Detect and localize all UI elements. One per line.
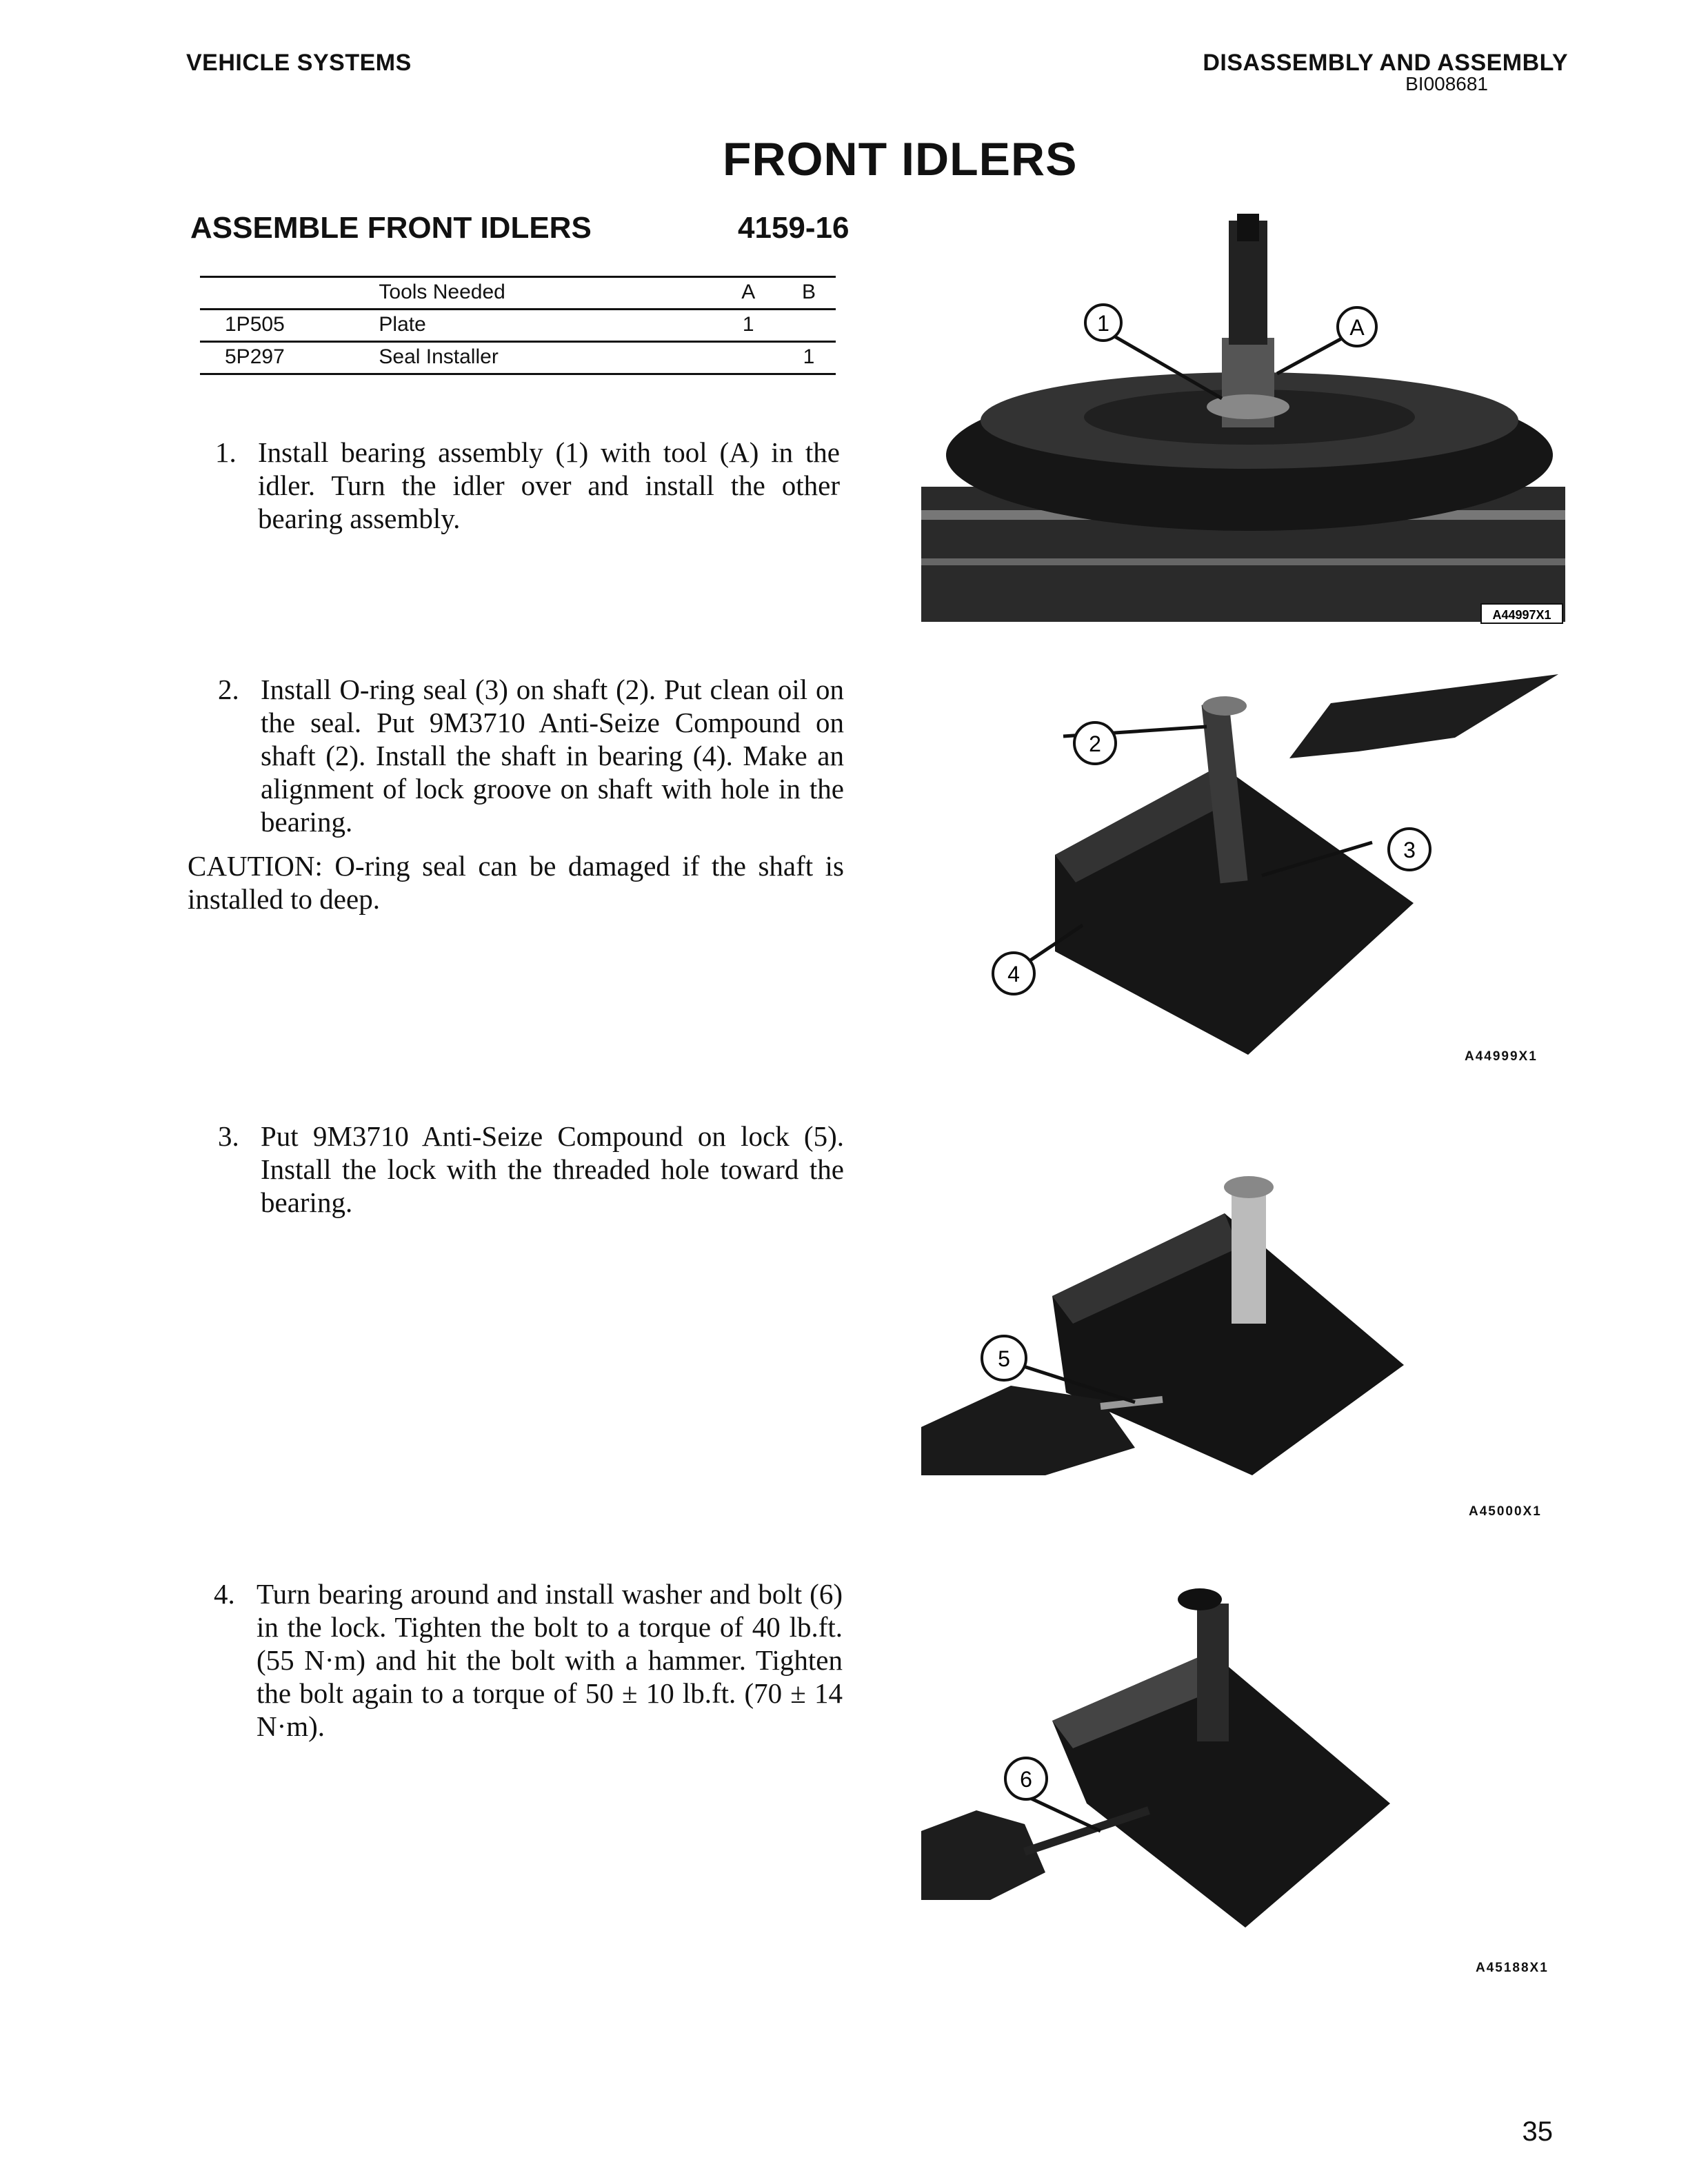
callout-A: [1338, 307, 1376, 346]
page-number: 35: [1522, 2116, 1553, 2147]
figure-code: A44999X1: [1465, 1049, 1538, 1064]
svg-text:5: 5: [998, 1346, 1010, 1371]
running-header-left: VEHICLE SYSTEMS: [186, 50, 412, 76]
figure-bolt-install: [921, 1583, 1556, 1941]
header-cell: [200, 277, 379, 310]
qty-b: 1: [803, 345, 815, 368]
caution-note: CAUTION: O-ring seal can be damaged if the shaft is installed to deep.: [188, 850, 844, 915]
tool-name: Plate: [379, 313, 426, 336]
document-code: BI008681: [1405, 73, 1488, 94]
tool-name: Seal Installer: [379, 345, 499, 368]
step-text: Turn bearing around and install washer and bolt (6) in the lock. Tighten the bolt to a torque of 40 lb.ft. (55 N·m) and hit the bolt with a hammer. Tighten the bolt again to a torque of 50 ± 10 lb.ft. (70 ± 14 N·m).: [257, 1578, 843, 1742]
section-heading: ASSEMBLE FRONT IDLERS: [190, 211, 592, 245]
step-text: Install bearing assembly (1) with tool (A) in the idler. Turn the idler over and install the other bearing assembly.: [258, 436, 840, 534]
header-cell: Tools Needed: [379, 281, 505, 303]
step-4: [214, 1577, 843, 1743]
figure-lock-install: [921, 1172, 1556, 1489]
figure-code: A45188X1: [1476, 1961, 1549, 1975]
svg-text:A: A: [1349, 315, 1365, 340]
step-text: Put 9M3710 Anti-Seize Compound on lock (5). Install the lock with the threaded hole toward the bearing.: [261, 1120, 844, 1218]
step-number: 2.: [218, 674, 239, 705]
section-code: 4159-16: [738, 211, 850, 245]
figure-code: A45000X1: [1469, 1504, 1542, 1519]
header-cell: A: [741, 281, 756, 303]
part-number: 1P505: [225, 313, 285, 336]
figure-shaft-install: [972, 662, 1565, 1075]
figure-code: A44997X1: [1492, 608, 1551, 622]
step-2: [218, 673, 844, 838]
step-number: 4.: [214, 1578, 235, 1610]
svg-text:3: 3: [1403, 838, 1416, 862]
callout-2: [1074, 722, 1116, 764]
step-1: [215, 436, 840, 535]
callout-4: [993, 953, 1034, 994]
table-row: [200, 342, 836, 374]
qty-a: [715, 342, 782, 374]
svg-text:4: 4: [1007, 962, 1020, 987]
step-text: Install O-ring seal (3) on shaft (2). Put clean oil on the seal. Put 9M3710 Anti-Seize Compound on shaft (2). Install the shaft in bearing (4). Make an alignment of lock groove on shaft with hole in the bearing.: [261, 674, 844, 838]
step-number: 3.: [218, 1120, 239, 1152]
running-header-right: DISASSEMBLY AND ASSEMBLY: [1203, 50, 1568, 76]
figure-idler-bearing-install: [921, 214, 1569, 627]
step-3: [218, 1120, 844, 1219]
callout-1: [1085, 305, 1121, 341]
table-row: [200, 310, 836, 342]
callout-5: [982, 1336, 1026, 1380]
svg-text:6: 6: [1020, 1767, 1032, 1792]
callout-6: [1005, 1758, 1047, 1799]
qty-a: 1: [742, 313, 754, 336]
header-cell: B: [801, 281, 816, 303]
page-title: FRONT IDLERS: [723, 133, 1078, 185]
callout-3: [1389, 829, 1430, 870]
tools-table: [200, 276, 836, 375]
tools-table-header: [200, 277, 836, 310]
svg-text:1: 1: [1097, 311, 1109, 336]
qty-b: [782, 310, 836, 342]
part-number: 5P297: [225, 345, 285, 368]
step-number: 1.: [215, 436, 237, 468]
svg-text:2: 2: [1089, 731, 1101, 756]
